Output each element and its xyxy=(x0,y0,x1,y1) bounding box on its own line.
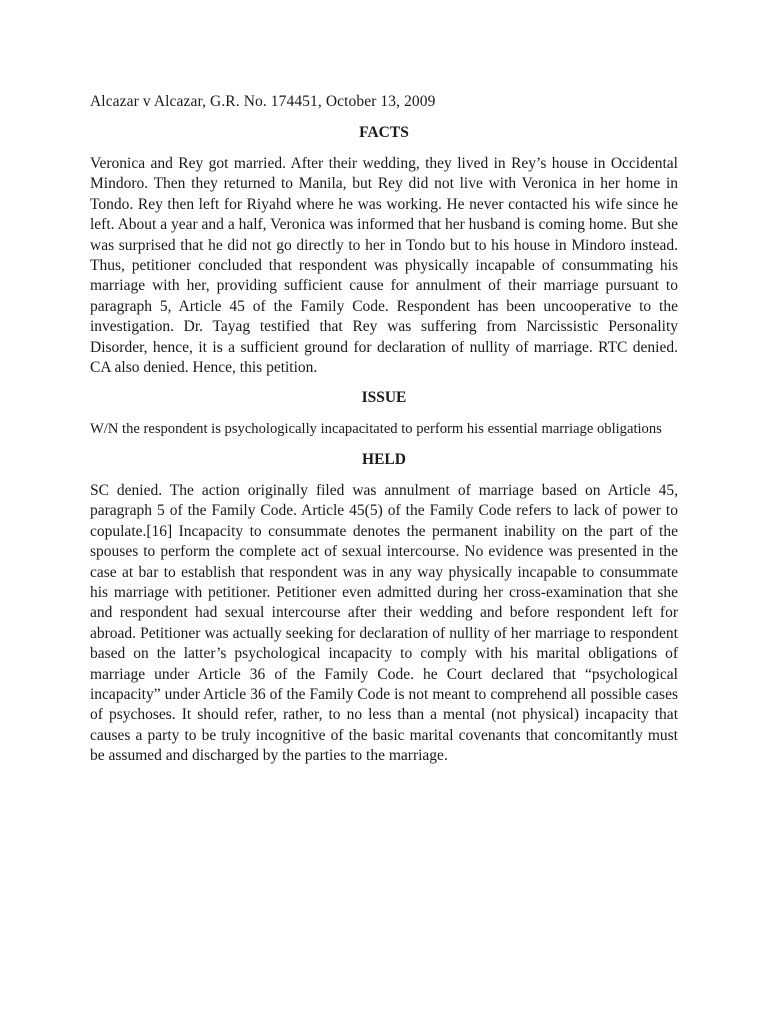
issue-heading: ISSUE xyxy=(361,389,407,407)
facts-paragraph: Veronica and Rey got married. After their wedding, they lived in Rey’s house in Occidental Mindoro. Then they returned to Manila, but Rey did not live with Veronica in her home in Tondo. Rey then left for Riyahd where he was working. He never contacted his wife since he left. About a year and a half, Veronica was informed that her husband is coming home. But she was surprised that he did not go directly to her in Tondo but to his house in Mindoro instead. Thus, petitioner concluded that respondent was physically incapable of consummating his marriage with her, providing sufficient cause for annulment of their marriage pursuant to paragraph 5, Article 45 of the Family Code. Respondent has been uncooperative to the investigation. Dr. Tayag testified that Rey was suffering from Narcissistic Personality Disorder, hence, it is a sufficient ground for declaration of nullity of marriage. RTC denied. CA also denied. Hence, this petition. xyxy=(90,155,678,377)
document-page xyxy=(90,92,678,767)
issue-paragraph: W/N the respondent is psychologically incapacitated to perform his essential marriage obligations xyxy=(90,421,662,438)
held-paragraph: SC denied. The action originally filed was annulment of marriage based on Article 45, paragraph 5 of the Family Code. Article 45(5) of the Family Code refers to lack of power to copulate.[16] Incapacity to consummate denotes the permanent inability on the part of the spouses to perform the complete act of sexual intercourse. No evidence was presented in the case at bar to establish that respondent was in any way physically incapable to consummate his marriage with petitioner. Petitioner even admitted during her cross-examination that she and respondent had sexual intercourse after their wedding and before respondent left for abroad. Petitioner was actually seeking for declaration of nullity of her marriage to respondent based on the latter’s psychological incapacity to comply with his marital obligations of marriage under Article 36 of the Family Code. he Court declared that “psychological incapacity” under Article 36 of the Family Code is not meant to comprehend all possible cases of psychoses. It should refer, rather, to no less than a mental (not physical) incapacity that causes a party to be truly incognitive of the basic marital covenants that concomitantly must be assumed and discharged by the parties to the marriage. xyxy=(90,481,678,765)
facts-heading: FACTS xyxy=(359,124,409,141)
case-title: Alcazar v Alcazar, G.R. No. 174451, October 13, 2009 xyxy=(90,93,436,110)
held-heading: HELD xyxy=(362,450,406,468)
